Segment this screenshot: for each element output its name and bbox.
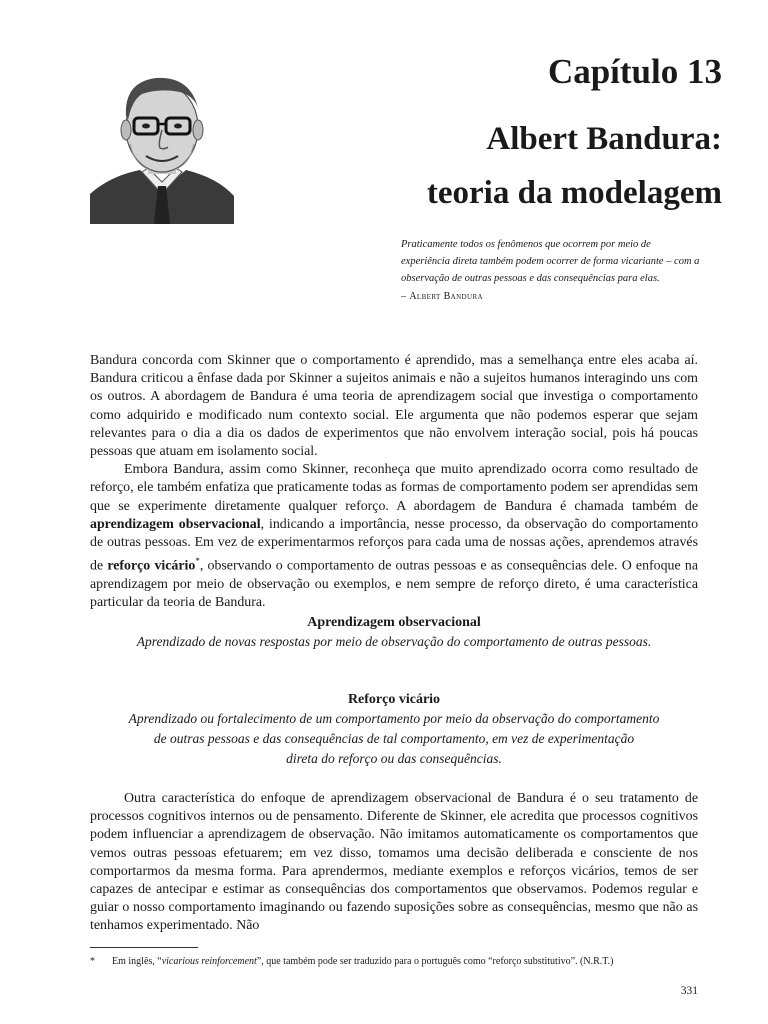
page-number: 331 (680, 985, 698, 997)
footnote-mark: * (90, 956, 95, 967)
body-text-continued (90, 790, 698, 936)
chapter-title (427, 112, 722, 220)
definition-text (90, 709, 698, 769)
footnote-reference: * (195, 556, 200, 567)
footnote-text-b: ”, que também pode ser traduzido para o português como “reforço substitutivo”. (N.R.T.) (256, 956, 614, 967)
definition-text-line3: direta do reforço ou das consequências. (286, 751, 502, 766)
chapter-number: Capítulo 13 (547, 52, 722, 91)
epigraph-attribution (401, 288, 701, 305)
paragraph-1: Bandura concorda com Skinner que o comportamento é aprendido, mas a semelhança entre eles acaba aí. Bandura criticou a ênfase dada por Skinner a sujeitos animais e não a sujeitos humanos interagindo uns com os outros. A abordagem de Bandura é uma teoria de aprendizagem social que investiga o comportamento como adquirido e modificado num contexto social. Ele argumenta que não podemos esperar que sejam relevantes para o dia a dia os dados de experimentos que não envolvem interação social, pois há poucas pessoas que atuam em isolamento social. (90, 353, 698, 460)
footnote (90, 955, 698, 969)
paragraph-2-part-a: Embora Bandura, assim como Skinner, reconheça que muito aprendizado ocorra como resultado de reforço, ele também enfatiza que praticamente todas as formas de comportamento podem ser aprendidas sem que se experimente diretamente qualquer reforço. A abordagem de Bandura é chamada também de (90, 462, 698, 514)
paragraph-2-part-c: , observando o comportamento de outras pessoas e as consequências dele. O enfoque na aprendizagem por meio de observação ou exemplos, e nem sempre de reforço direto, é uma característica particular da teoria de Bandura. (90, 558, 698, 611)
body-text-intro (90, 352, 698, 612)
term-observational-learning: aprendizagem observacional (90, 516, 261, 532)
epigraph (401, 236, 701, 305)
definition-text: Aprendizado de novas respostas por meio de observação do comportamento de outras pessoas. (136, 634, 652, 649)
footnote-rule (90, 947, 198, 948)
definition-text-line1: Aprendizado ou fortalecimento de um comportamento por meio da observação do comportamento (128, 711, 660, 726)
definition-observational-learning (90, 614, 698, 652)
paragraph-2 (90, 461, 698, 612)
definition-text-line2: de outras pessoas e das consequências de tal comportamento, em vez de experimentação (153, 731, 635, 746)
term-vicarious-reinforcement: reforço vicário (107, 558, 196, 574)
epigraph-dash: – (401, 291, 410, 302)
definition-term: Aprendizagem observacional (307, 615, 481, 630)
definition-term: Reforço vicário (347, 692, 441, 707)
epigraph-author: Albert Bandura (409, 291, 483, 302)
chapter-title-line1: Albert Bandura: (486, 121, 722, 157)
definition-vicarious-reinforcement (90, 691, 698, 769)
chapter-title-line2: teoria da modelagem (426, 175, 722, 211)
footnote-text-a: Em inglês, “ (112, 956, 162, 967)
paragraph-3: Outra característica do enfoque de aprendizagem observacional de Bandura é o seu tratamento de processos cognitivos internos ou de pensamento. Diferente de Skinner, ele acredita que processos cognitivos podem influenciar a aprendizagem de observação. Não imitamos automaticamente os comportamentos que vemos outras pessoas efetuarem; em vez disso, tomamos uma decisão deliberada e consciente de nos comportarmos da mesma forma. Para aprendermos, mediante exemplos e reforços vicários, temos de ser capazes de antecipar e estimar as consequências dos comportamentos que observamos. Podemos regular e guiar o nosso comportamento imaginando ou fazendo suposições sobre as consequências, mesmo que não as tenhamos experimentado. Não (90, 791, 698, 934)
author-portrait (90, 64, 234, 224)
paragraph-2-part-b: , indicando a importância, nesse processo, da observação do comportamento de outras pessoas. Em vez de experimentarmos reforços para cada uma de nossas ações, aprendemos através de (90, 516, 699, 574)
footnote-term: vicarious reinforcement (161, 956, 257, 967)
epigraph-quote: Praticamente todos os fenômenos que ocorrem por meio de experiência direta também podem ocorrer de forma vicariante – com a observação de outras pessoas e das consequências para elas. (401, 239, 700, 284)
